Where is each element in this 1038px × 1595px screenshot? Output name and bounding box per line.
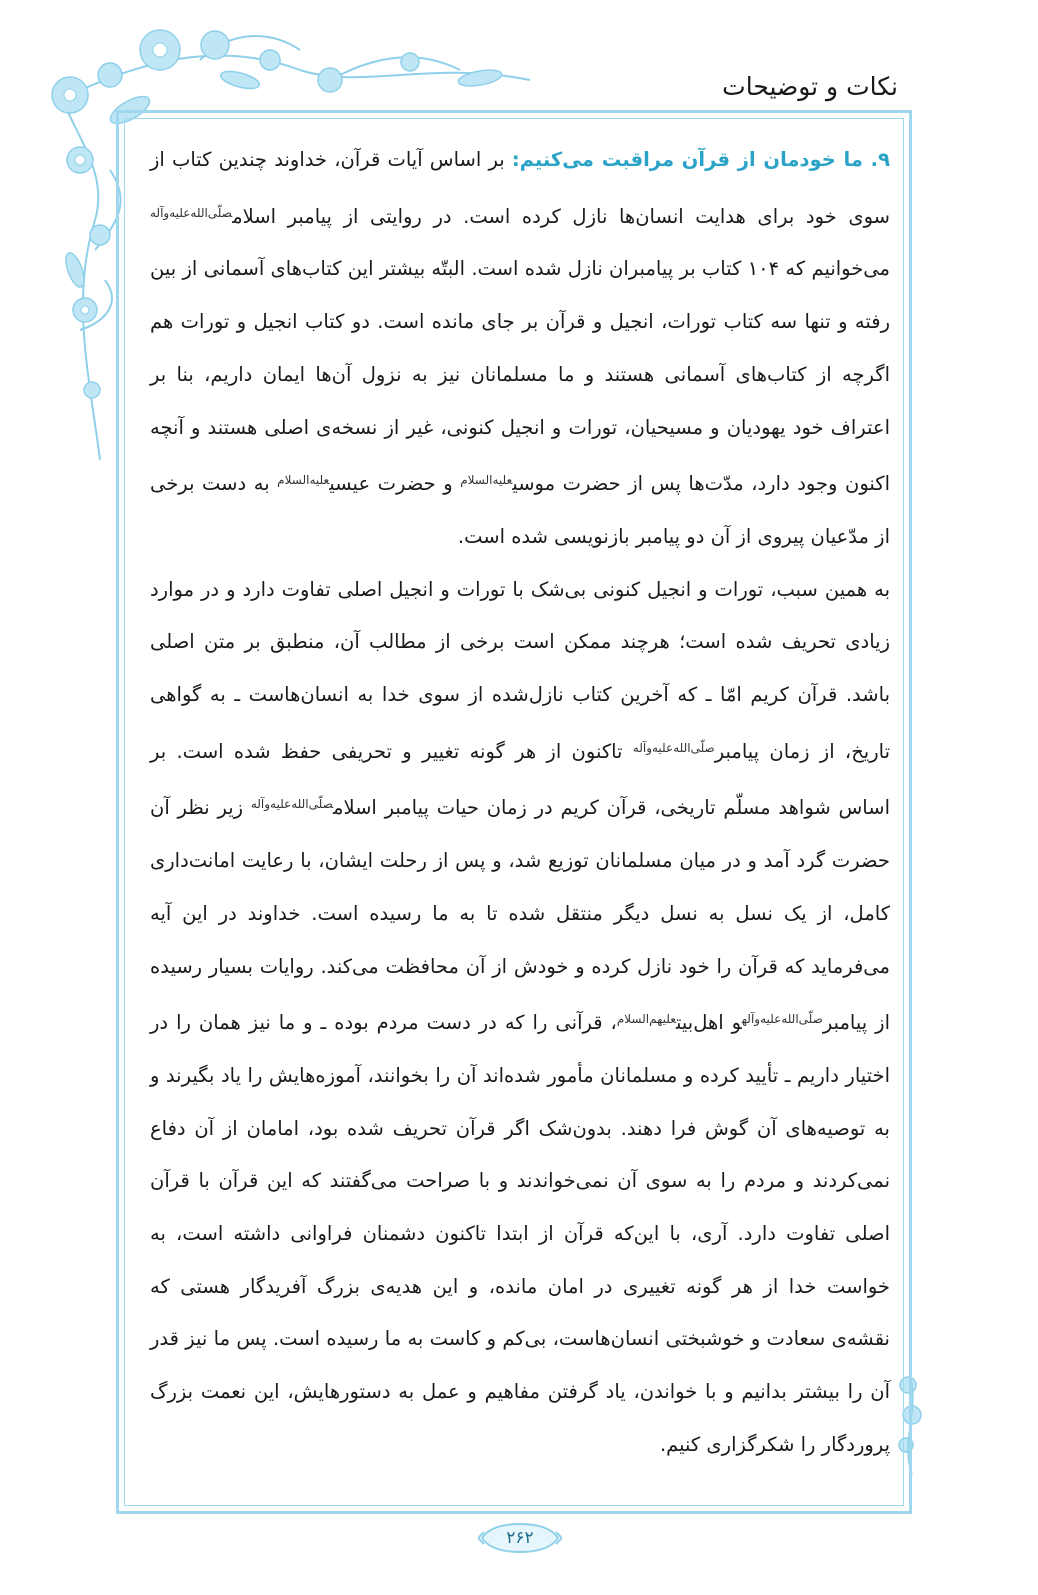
content-body: [150, 134, 890, 1472]
section-heading: ۹. ما خودمان از قرآن مراقبت می‌کنیم:: [511, 148, 890, 171]
paragraph-text: می‌خوانیم که ۱۰۴ کتاب بر پیامبران نازل شده است. البتّه بیشتر این کتاب‌های آسمانی از بین رفته و تنها سه کتاب تورات، انجیل و قرآن بر جای مانده است. دو کتاب انجیل و تورات هم اگرچه از کتاب‌های آسمانی هستند و ما مسلمانان نیز به نزول آن‌ها ایمان داریم، بنا بر اعتراف خود یهودیان و مسیحیان، تورات و انجیل کنونی، غیر از نسخه‌ی اصلی هستند و آنچه اکنون وجود دارد، مدّت‌ها پس از حضرت موسی: [150, 257, 890, 496]
salawat-symbol: صلّی‌الله‌علیه‌وآله: [741, 1012, 823, 1027]
salawat-symbol: صلّی‌الله‌علیه‌وآله: [632, 740, 715, 755]
peace-plural-symbol: علیهم‌السلام: [616, 1012, 677, 1027]
paragraph-text: به دست برخی از مدّعیان پیروی از آن دو پیامبر بازنویسی شده است.: [150, 472, 890, 548]
paragraph-2: [150, 564, 890, 1472]
paragraph-text: به همین سبب، تورات و انجیل کنونی بی‌شک با تورات و انجیل اصلی تفاوت دارد و در موارد زیادی تحریف شده است؛ هرچند ممکن است برخی از مطالب آن، منطبق بر متن اصلی باشد. قرآن کریم امّا ـ که آخرین کتاب نازل‌شده از سوی خدا به انسان‌هاست ـ به گواهی تاریخ، از زمان پیامبر: [150, 577, 890, 763]
paragraph-text: ، قرآنی را که در دست مردم بوده ـ و ما نیز همان را در اختیار داریم ـ تأیید کرده و مسلمانان مأمور شده‌اند آن را بخوانند، آموزه‌هایش را یاد بگیرند و به توصیه‌های آن گوش فرا دهند. بدون‌شک اگر قرآن تحریف شده بود، امامان از آن دفاع نمی‌کردند و مردم را به سوی آن نمی‌خواندند و با صراحت می‌گفتند که این قرآن با قرآن اصلی تفاوت دارد. آری، با این‌که قرآن از ابتدا تاکنون دشمنان فراوانی داشته است، به خواست خدا از هر گونه تغییری در امان مانده، و این هدیه‌ی بزرگ آفریدگار هستی که نقشه‌ی سعادت و خوشبختی انسان‌هاست، بی‌کم و کاست به ما رسیده است. پس ما نیز قدر آن را بیشتر بدانیم و با خواندن، یاد گرفتن مفاهیم و عمل به دستورهایش، این نعمت بزرگ پروردگار را شکرگزاری کنیم.: [150, 1011, 890, 1456]
paragraph-text: بر اساس آیات قرآن، خداوند چندین کتاب از سوی خود برای هدایت انسان‌ها نازل کرده است. در روایتی از پیامبر اسلام: [150, 148, 890, 228]
peace-symbol: علیه‌السلام: [277, 473, 330, 488]
paragraph-text: تاکنون از هر گونه تغییر و تحریفی حفظ شده است. بر اساس شواهد مسلّم تاریخی، قرآن کریم در زمان حیات پیامبر اسلام: [150, 739, 890, 820]
salawat-symbol: صلّی‌الله‌علیه‌وآله: [150, 205, 233, 220]
paragraph-text: و حضرت عیسی: [329, 472, 461, 496]
page-number: ۲۶۲: [506, 1528, 534, 1548]
peace-symbol: علیه‌السلام: [460, 473, 513, 488]
paragraph-text: زیر نظر آن حضرت گرد آمد و در میان مسلمانان توزیع شد، و پس از رحلت ایشان، با رعایت امانت‌داری کامل، از یک نسل به نسل دیگر منتقل شده تا به ما رسیده است. خداوند در این آیه می‌فرماید که قرآن را خود نازل کرده و خودش از آن محافظت می‌کند. روایات بسیار رسیده از پیامبر: [150, 796, 891, 1035]
page-header-title: نکات و توضیحات: [722, 72, 898, 101]
salawat-symbol: صلّی‌الله‌علیه‌وآله: [250, 797, 333, 812]
paragraph-text: و اهل‌بیت: [676, 1011, 742, 1035]
paragraph-1: [150, 134, 890, 564]
